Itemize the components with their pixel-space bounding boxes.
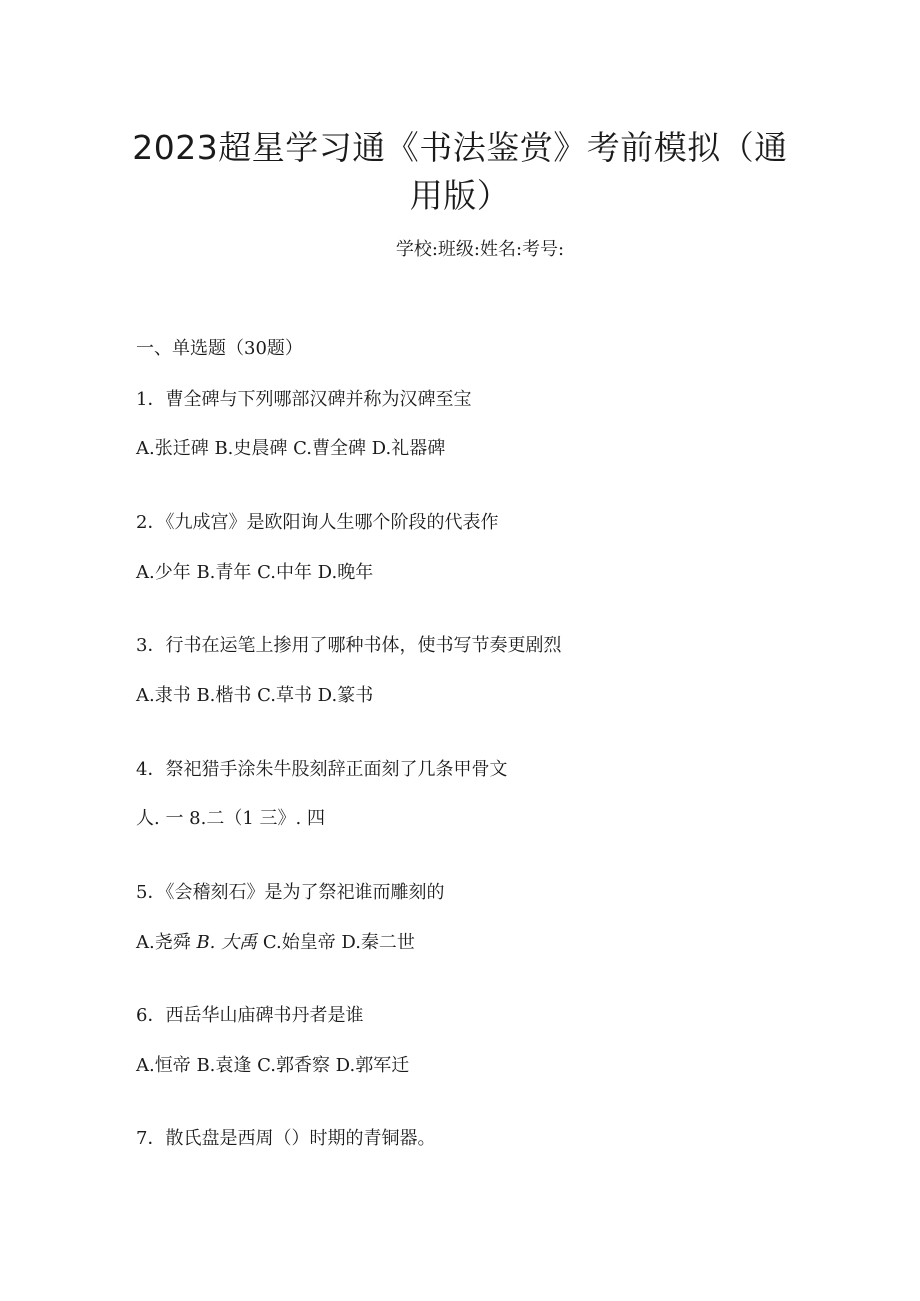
question-1-options: A.张迁碑 B.史晨碑 C.曹全碑 D.礼器碑 [136, 438, 446, 459]
question-6-stem: 6．西岳华山庙碑书丹者是谁 [136, 1005, 364, 1026]
question-5-options [136, 930, 415, 956]
student-info-line: 学校:班级:姓名:考号: [395, 239, 565, 260]
document-title-line-1: 2023超星学习通《书法鉴赏》考前模拟（通 [132, 128, 788, 167]
section-heading: 一、单选题（30题） [136, 338, 303, 359]
question-5-option-a: A.尧舜 [136, 932, 197, 953]
question-3-options: A.隶书 B.楷书 C.草书 D.篆书 [136, 685, 374, 706]
question-5-stem: 5．《会稽刻石》是为了祭祀谁而雕刻的 [136, 882, 445, 903]
question-5-option-b: B. 大禹 [196, 932, 258, 953]
question-5-option-cd: C.始皇帝 D.秦二世 [257, 932, 415, 953]
question-1-stem: 1．曹全碑与下列哪部汉碑并称为汉碑至宝 [136, 389, 472, 410]
document-title-line-2: 用版） [409, 176, 511, 215]
question-4-options: 人. 一 8.二（1 三》. 四 [136, 808, 325, 829]
question-7-stem: 7．散氏盘是西周（）时期的青铜器。 [136, 1128, 436, 1149]
question-4-stem: 4．祭祀猎手涂朱牛股刻辞正面刻了几条甲骨文 [136, 759, 508, 780]
question-3-stem: 3．行书在运笔上掺用了哪种书体，使书写节奏更剧烈 [136, 635, 562, 656]
question-2-options: A.少年 B.青年 C.中年 D.晚年 [136, 562, 374, 583]
question-6-options: A.恒帝 B.袁逢 C.郭香察 D.郭军迁 [136, 1055, 410, 1076]
question-2-stem: 2．《九成宫》是欧阳询人生哪个阶段的代表作 [136, 512, 499, 533]
